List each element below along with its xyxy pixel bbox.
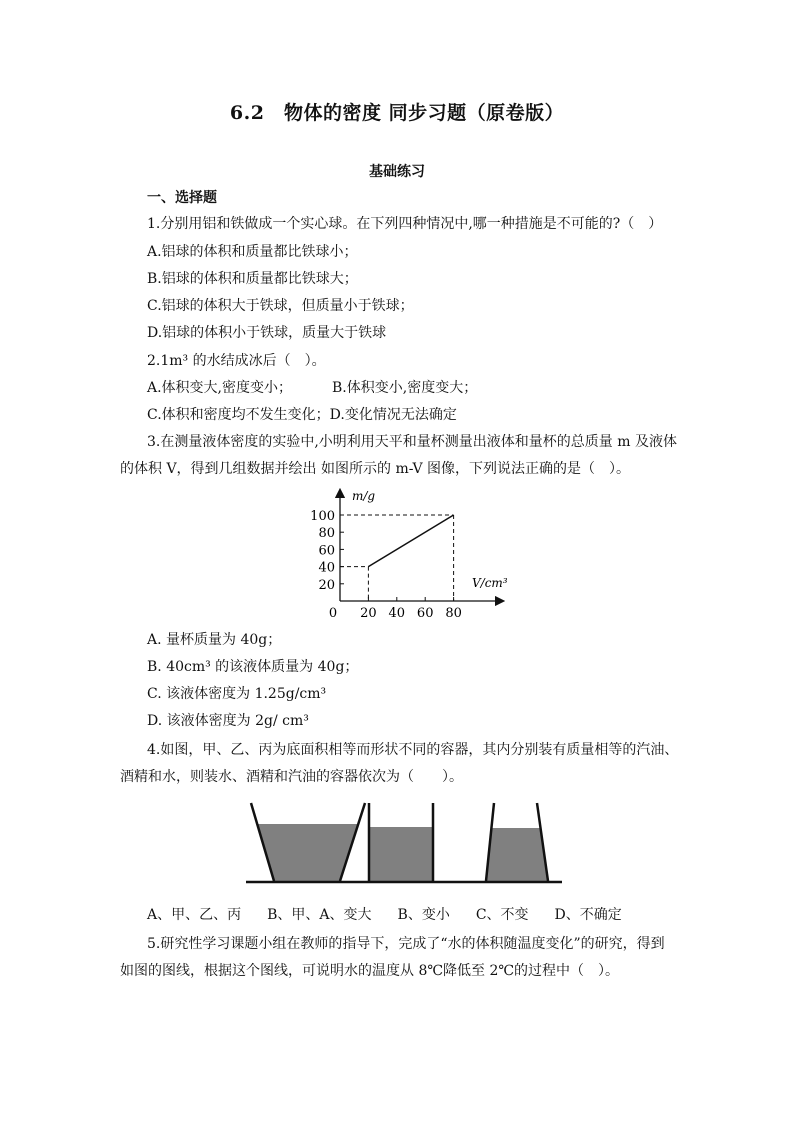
q5-stem-line1: 5.研究性学习课题小组在教师的指导下，完成了“水的体积随温度变化”的研究，得到 [147, 936, 665, 952]
q4-answer-2: B、甲、A、变大 [267, 907, 372, 923]
page-title: 6.2 物体的密度 同步习题（原卷版） [229, 102, 565, 124]
y-tick-label: 20 [318, 577, 335, 593]
q1-option-b: B.铝球的体积和质量都比铁球大； [147, 271, 358, 287]
series-line [368, 515, 453, 567]
q4-answer-3: B、变小 [397, 907, 450, 923]
x-tick-label: 60 [416, 606, 434, 621]
x-tick-label: 40 [388, 606, 406, 621]
q4-answer-4: C、不变 [475, 907, 529, 923]
y-tick-label: 80 [318, 526, 335, 542]
q3-option-b: B. 40cm³ 的该液体质量为 40g； [147, 659, 359, 675]
q1-option-d: D.铝球的体积小于铁球，质量大于铁球 [147, 325, 387, 341]
q2-stem: 2.1m³ 的水结成冰后（ ）。 [147, 353, 326, 369]
mv-chart [300, 485, 540, 625]
x-axis-label: V/cm³ [472, 576, 508, 590]
x-tick-label: 0 [328, 606, 338, 621]
q3-stem-line1: 3.在测量液体密度的实验中,小明利用天平和量杯测量出液体和量杯的总质量 m 及液体 [147, 434, 677, 450]
q1-option-a: A.铝球的体积和质量都比铁球小； [147, 244, 358, 260]
container-jia [251, 803, 365, 881]
q2-option-a: A.体积变大,密度变小； [147, 380, 293, 396]
container-bing [486, 803, 548, 881]
q1-option-c: C.铝球的体积大于铁球，但质量小于铁球； [147, 298, 414, 314]
x-tick-label: 20 [360, 606, 377, 621]
page-subtitle: 基础练习 [369, 164, 425, 180]
q4-answer-1: A、甲、乙、丙 [147, 907, 242, 923]
q5-stem-line2: 如图的图线，根据这个图线，可说明水的温度从 8℃降低至 2℃的过程中（ ）。 [120, 963, 620, 979]
q3-stem-line2: 的体积 V，得到几组数据并绘出 如图所示的 m-V 图像，下列说法正确的是（ ）。 [120, 461, 631, 477]
y-tick-label: 60 [318, 543, 335, 559]
q4-stem-line1: 4.如图，甲、乙、丙为底面积相等而形状不同的容器，其内分别装有质量相等的汽油、 [147, 742, 679, 758]
x-tick-label: 80 [445, 606, 462, 621]
y-tick-label: 40 [318, 560, 335, 576]
q3-option-d: D. 该液体密度为 2g/ cm³ [147, 713, 309, 729]
container-yi [369, 803, 433, 881]
q2-option-b: B.体积变小,密度变大； [332, 380, 478, 396]
q4-answer-5: D、不确定 [554, 907, 622, 923]
q2-option-cd: C.体积和密度均不发生变化；D.变化情况无法确定 [147, 407, 457, 423]
containers-figure [246, 800, 566, 892]
q3-option-c: C. 该液体密度为 1.25g/cm³ [147, 686, 327, 702]
q3-option-a: A. 量杯质量为 40g； [147, 632, 282, 648]
q1-stem: 1.分别用铝和铁做成一个实心球。在下列四种情况中,哪一种措施是不可能的?（ ） [147, 216, 663, 232]
section-heading: 一、选择题 [147, 190, 217, 206]
q4-stem-line2: 酒精和水，则装水、酒精和汽油的容器依次为（ ）。 [120, 769, 463, 785]
q2-options-ab [147, 378, 477, 398]
y-tick-label: 100 [310, 509, 335, 524]
q4-answer-choices [147, 905, 622, 925]
y-axis-label: m/g [352, 489, 376, 503]
